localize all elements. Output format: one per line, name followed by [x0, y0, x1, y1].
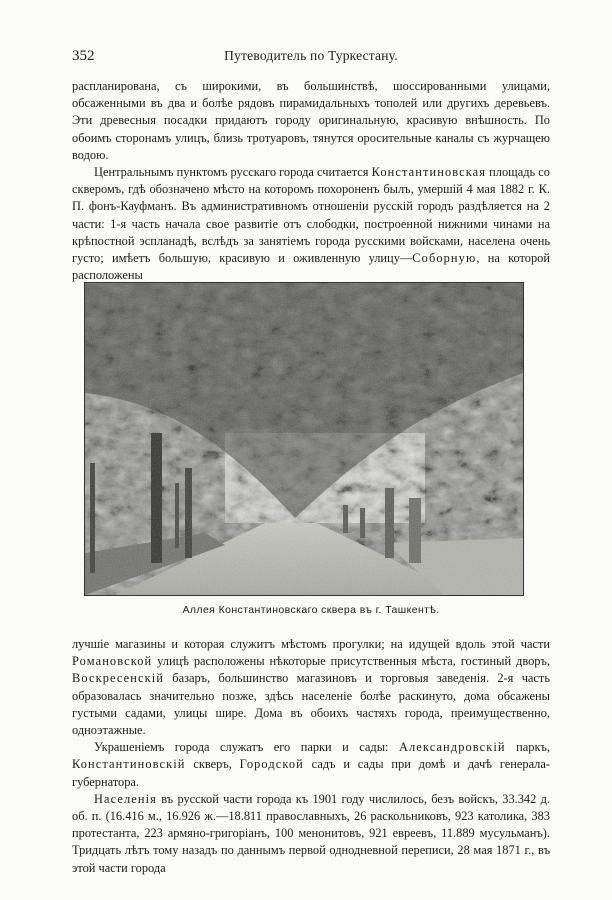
emphasized-text: Населенія	[94, 791, 157, 806]
emphasized-text: Воскресенскій	[72, 671, 164, 686]
emphasized-text: Александровскій	[398, 740, 506, 755]
paragraph-text: базаръ, большинство магазиновъ и торговыя заведенія. 2-я часть образовалась значительно позже, здѣсь населеніе болѣе раскинуто, дома обсажены густыми садами, улицы шире. Дома въ обоихъ частяхъ города, преимущественно, одноэтажные.	[72, 671, 550, 738]
emphasized-text: Городской	[239, 757, 304, 772]
paragraph	[72, 739, 550, 791]
page-number: 352	[72, 48, 95, 64]
paragraph-text: лучшіе магазины и которая служитъ мѣстомъ прогулки; на идущей вдоль этой части	[72, 637, 550, 651]
paragraph-text: площадь со скверомъ, гдѣ обозначено мѣсто на которомъ похороненъ былъ, умершій 4 мая 1882 г. К. П. фонъ-Кауфманъ. Въ административномъ отношеніи русскій городъ раздѣляется на 2 части: 1-я часть начала свое развитіе отъ слободки, построенной нижними чинами на крѣпостной эспланадѣ, вслѣдъ за занятіемъ города русскими войсками, населена очень густо; имѣетъ большую, красивую и оживленную улицу—	[72, 165, 550, 266]
paragraph-text: паркъ,	[505, 740, 550, 755]
paragraph-text: скверъ,	[185, 757, 240, 772]
paragraph-text: Украшеніемъ города служатъ его парки и сады:	[94, 740, 399, 755]
paragraph-text: , на которой расположены	[72, 251, 550, 283]
paragraph-text: распланирована, съ широкими, въ большинствѣ, шоссированными улицами, обсаженными въ два и болѣе рядовъ пирамидальныхъ тополей или другихъ деревьевъ. Эти древесныя посадки придаютъ городу оригинальную, красивую внѣшность. По обоимъ сторонамъ улицъ, близь тротуаровъ, тянутся оросительные каналы съ журчащею водою.	[72, 79, 550, 162]
paragraph-text: садъ и сады при домѣ и дачѣ генерала-губернатора.	[72, 757, 550, 789]
body-text-bottom	[72, 636, 550, 877]
page-header	[72, 48, 550, 68]
paragraph	[72, 791, 550, 877]
figure-caption: Аллея Константиновскаго сквера въ г. Ташкентѣ.	[182, 604, 440, 616]
paragraph-text: Центральнымъ пунктомъ русскаго города считается	[94, 165, 372, 180]
paragraph	[72, 164, 550, 284]
paragraph-text: въ русской части города къ 1901 году числилось, безъ войскъ, 33.342 д. об. п. (16.416 м., 16.926 ж.—18.811 православныхъ, 26 раскольниковъ, 923 католика, 383 протестанта, 223 армяно-григоріанъ, 100 менонитовъ, 921 евреевъ, 11.889 мусульманъ). Тридцать лѣтъ тому назадъ по даннымъ первой однодневной переписи, 28 мая 1871 г., въ этой части города	[72, 791, 550, 875]
emphasized-text: Константиновская	[371, 165, 487, 180]
emphasized-text: Романовской	[72, 654, 153, 669]
photo-alley	[84, 282, 524, 596]
paragraph-text: улицѣ расположены нѣкоторые присутственныя мѣста, гостиный дворъ,	[152, 654, 550, 669]
running-title: Путеводитель по Туркестану.	[224, 48, 398, 63]
body-text-top	[72, 78, 550, 284]
paragraph	[72, 636, 550, 739]
emphasized-text: Константиновскій	[72, 757, 186, 772]
emphasized-text: Соборную	[412, 251, 477, 266]
paragraph	[72, 78, 550, 164]
